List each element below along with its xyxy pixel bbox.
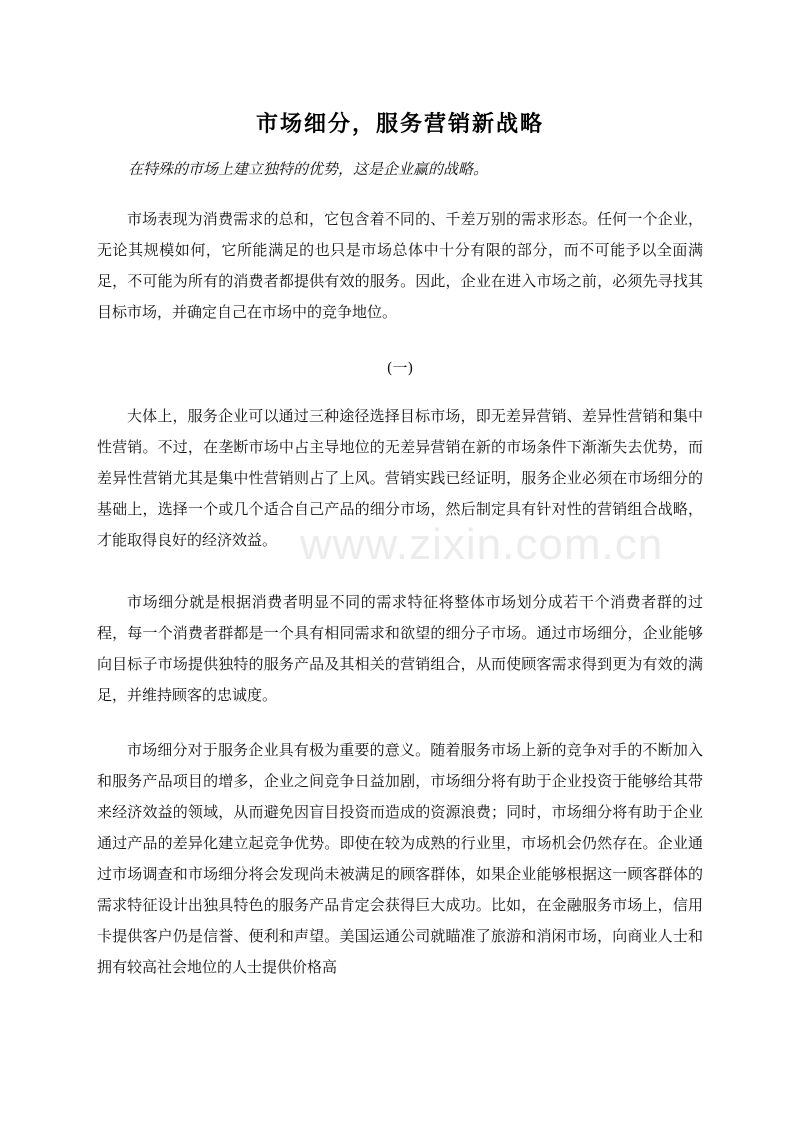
paragraph-2: 市场细分就是根据消费者明显不同的需求特征将整体市场划分成若干个消费者群的过程，每一个消费者群都是一个具有相同需求和欲望的细分子市场。通过市场细分，企业能够向目标子市场提供独特的服务产品及其相关的营销组合，从而使顾客需求得到更为有效的满足，并维持顾客的忠诚度。 xyxy=(97,593,703,704)
page-title: 市场细分，服务营销新战略 xyxy=(255,111,544,137)
subtitle: 在特殊的市场上建立独特的优势，这是企业赢的战略。 xyxy=(128,160,489,178)
paragraph-3: 市场细分对于服务企业具有极为重要的意义。随着服务市场上新的竞争对手的不断加入和服务产品项目的增多，企业之间竞争日益加剧，市场细分将有助于企业投资于能够给其带来经济效益的领域，从而避免因盲目投资而造成的资源浪费；同时，市场细分将有助于企业通过产品的差异化建立起竞争优势。即使在较为成熟的行业里，市场机会仍然存在。企业通过市场调查和市场细分将会发现尚未被满足的顾客群体，如果企业能够根据这一顾客群体的需求特征设计出独具特色的服务产品肯定会获得巨大成功。比如，在金融服务市场上，信用卡提供客户仍是信誉、便利和声望。美国运通公司就瞄准了旅游和消闲市场，向商业人士和拥有较高社会地位的人士提供价格高 xyxy=(97,741,703,976)
watermark: www.zixin.com.cn xyxy=(300,520,664,569)
intro-paragraph: 市场表现为消费需求的总和，它包含着不同的、千差万别的需求形态。任何一个企业，无论其规模如何，它所能满足的也只是市场总体中十分有限的部分，而不可能予以全面满足，不可能为所有的消费者都提供有效的服务。因此，企业在进入市场之前，必须先寻找其目标市场，并确定自己在市场中的竞争地位。 xyxy=(97,210,703,321)
paragraph-1: 大体上，服务企业可以通过三种途径选择目标市场，即无差异营销、差异性营销和集中性营销。不过，在垄断市场中占主导地位的无差异营销在新的市场条件下渐渐失去优势，而差异性营销尤其是集中性营销则占了上风。营销实践已经证明，服务企业必须在市场细分的基础上，选择一个或几个适合自己产品的细分市场，然后制定具有针对性的营销组合战略，才能取得良好的经济效益。 xyxy=(97,407,703,549)
section-heading: (一) xyxy=(386,359,414,377)
